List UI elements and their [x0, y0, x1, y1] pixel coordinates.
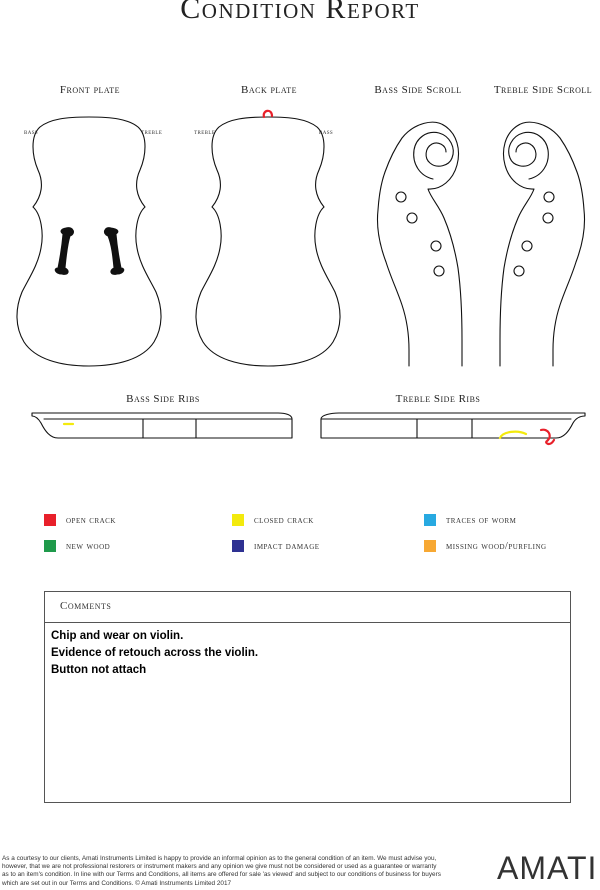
bass-ribs-outline	[32, 413, 292, 438]
front-plate-f-hole-left	[55, 228, 73, 275]
amati-logo: AMATI	[497, 850, 598, 886]
treble-ribs-closed-crack-mark	[500, 432, 526, 438]
back-plate-treble-label: treble	[194, 128, 216, 136]
legend-swatch	[44, 540, 56, 552]
comments-box	[44, 591, 571, 803]
comment-line: Button not attach	[51, 664, 147, 676]
legend-label: impact damage	[254, 540, 320, 552]
page-title: Condition Report	[180, 0, 420, 25]
legend-label: closed crack	[254, 514, 314, 526]
back-plate-open-crack-mark	[264, 111, 272, 117]
treble-ribs-open-crack-mark	[541, 430, 554, 444]
legend-new-wood	[44, 540, 110, 552]
bass-side-scroll-label: Bass Side Scroll	[374, 84, 462, 96]
legend-swatch	[424, 540, 436, 552]
disclaimer-footer: As a courtesy to our clients, Amati Instruments Limited is happy to provide an informal opinion as to the general condition of an item. We must advise you, however, that we are not professional restorers or instrument makers and any opinion we give must not be considered or used as a guarantee or warranty as to an item's condition. In line with our Terms and Conditions, all items are offered for sale 'as viewed' and subject to our conditions of business for buyers which are set out in our Terms and Conditions. © Amati Instruments Limited 2017	[2, 855, 441, 887]
front-plate-outline	[17, 117, 161, 366]
legend-impact-damage	[232, 540, 320, 552]
comments-header	[45, 592, 570, 623]
bass-side-ribs-label: Bass Side Ribs	[126, 393, 200, 405]
treble-side-ribs-label: Treble Side Ribs	[395, 393, 481, 405]
back-plate-label: Back plate	[241, 84, 297, 96]
comments-text	[51, 628, 258, 679]
bass-scroll-outline	[377, 122, 462, 366]
treble-scroll-spiral	[509, 132, 549, 179]
legend-missing-wood	[424, 540, 547, 552]
front-plate-label: Front plate	[59, 84, 121, 96]
comments-title: Comments	[60, 600, 112, 612]
legend-swatch	[232, 540, 244, 552]
front-plate-bass-label: bass	[24, 128, 39, 136]
bass-scroll-spiral	[414, 132, 454, 179]
legend-swatch	[424, 514, 436, 526]
legend-swatch	[232, 514, 244, 526]
front-plate-treble-label: treble	[141, 128, 163, 136]
treble-side-scroll-label: Treble Side Scroll	[493, 84, 593, 96]
legend-label: open crack	[66, 514, 116, 526]
legend-open-crack	[44, 514, 116, 526]
comment-line: Evidence of retouch across the violin.	[51, 647, 259, 659]
front-plate-f-hole-right	[104, 228, 123, 275]
legend-label: traces of worm	[446, 514, 517, 526]
treble-scroll-outline	[500, 122, 585, 366]
comment-line: Chip and wear on violin.	[51, 630, 184, 642]
legend-traces-of-worm	[424, 514, 516, 526]
treble-ribs-outline	[321, 413, 585, 438]
back-plate-outline	[196, 117, 340, 366]
legend-closed-crack	[232, 514, 314, 526]
legend-label: new wood	[66, 540, 111, 552]
legend-swatch	[44, 514, 56, 526]
back-plate-bass-label: bass	[319, 128, 334, 136]
legend-label: missing wood/purfling	[446, 540, 547, 552]
